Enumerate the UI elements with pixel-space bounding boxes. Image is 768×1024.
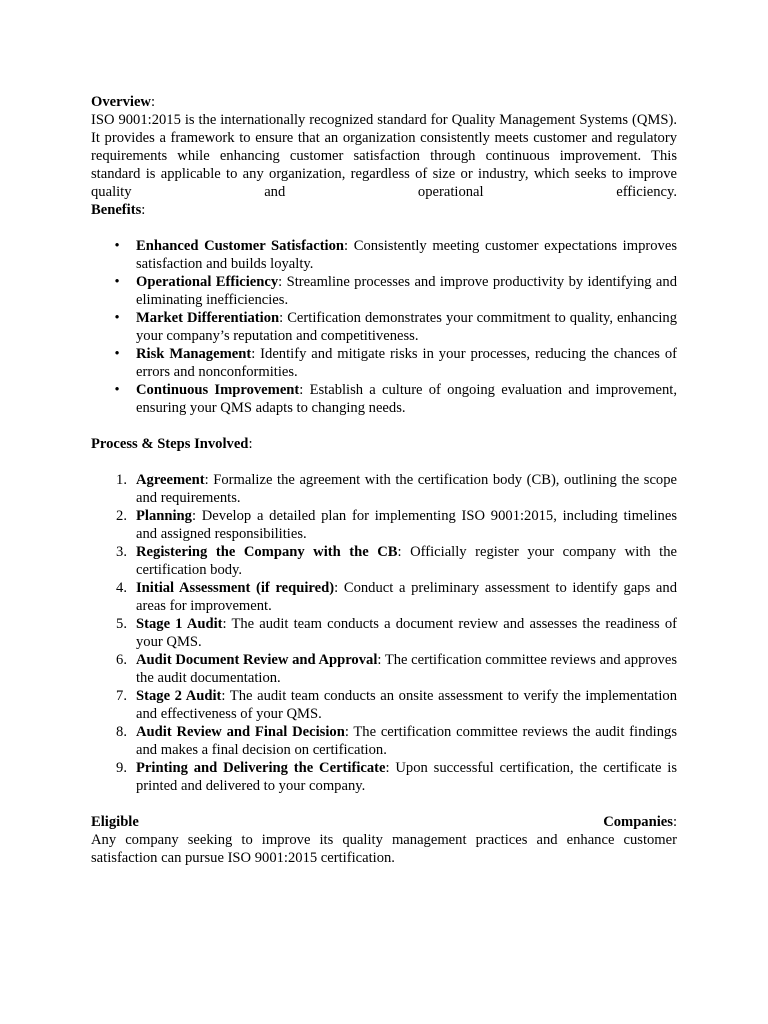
eligible-heading-colon: : bbox=[672, 814, 677, 830]
step-text: : Formalize the agreement with the certification body (CB), outlining the scope and requirements. bbox=[136, 472, 677, 506]
overview-heading-line bbox=[91, 93, 677, 111]
process-step bbox=[91, 687, 677, 723]
step-title: Audit Review and Final Decision bbox=[136, 724, 345, 740]
overview-heading-colon: : bbox=[150, 94, 156, 110]
benefits-list bbox=[91, 237, 677, 417]
benefit-text: : Certification demonstrates your commitment to quality, enhancing your company’s reputation and competitiveness. bbox=[136, 310, 677, 344]
process-step bbox=[91, 615, 677, 651]
bullet-marker: • bbox=[114, 382, 120, 398]
benefit-text: : Establish a culture of ongoing evaluation and improvement, ensuring your QMS adapts to changing needs. bbox=[136, 382, 677, 416]
bullet-marker: • bbox=[114, 274, 120, 290]
process-step bbox=[91, 543, 677, 579]
benefit-item bbox=[91, 273, 677, 309]
benefit-title: Enhanced Customer Satisfaction bbox=[136, 238, 345, 254]
benefit-item bbox=[91, 237, 677, 273]
step-title: Audit Document Review and Approval bbox=[136, 652, 378, 668]
step-text: : Develop a detailed plan for implementing ISO 9001:2015, including timelines and assigned responsibilities. bbox=[136, 508, 677, 542]
step-number: 9. bbox=[116, 760, 127, 776]
step-number: 4. bbox=[116, 580, 127, 596]
step-text: : Conduct a preliminary assessment to identify gaps and areas for improvement. bbox=[136, 580, 677, 614]
eligible-heading-word2: Companies bbox=[603, 814, 673, 830]
benefit-item bbox=[91, 309, 677, 345]
process-heading-colon: : bbox=[248, 436, 253, 452]
step-number: 1. bbox=[116, 472, 127, 488]
process-heading-line bbox=[91, 435, 677, 453]
eligible-paragraph: Any company seeking to improve its quality management practices and enhance customer satisfaction can pursue ISO 9001:2015 certification. bbox=[91, 832, 677, 866]
step-number: 6. bbox=[116, 652, 127, 668]
step-text: : The audit team conducts a document review and assesses the readiness of your QMS. bbox=[136, 616, 677, 650]
document-page bbox=[91, 93, 677, 867]
step-title: Stage 1 Audit bbox=[136, 616, 223, 632]
step-title: Initial Assessment (if required) bbox=[136, 580, 335, 596]
step-text: : Upon successful certification, the certificate is printed and delivered to your company. bbox=[136, 760, 678, 794]
step-number: 8. bbox=[116, 724, 127, 740]
benefits-heading-line bbox=[91, 201, 677, 219]
step-title: Registering the Company with the CB bbox=[136, 544, 398, 560]
process-step bbox=[91, 759, 677, 795]
step-title: Planning bbox=[136, 508, 192, 524]
step-title: Printing and Delivering the Certificate bbox=[136, 760, 386, 776]
benefit-text: : Identify and mitigate risks in your processes, reducing the chances of errors and nonconformities. bbox=[136, 346, 677, 380]
process-step bbox=[91, 651, 677, 687]
step-title: Stage 2 Audit bbox=[136, 688, 222, 704]
eligible-heading-line bbox=[91, 813, 677, 831]
overview-heading: Overview bbox=[91, 94, 151, 110]
process-step bbox=[91, 507, 677, 543]
bullet-marker: • bbox=[114, 310, 120, 326]
bullet-marker: • bbox=[114, 346, 120, 362]
process-step bbox=[91, 579, 677, 615]
eligible-heading-word1: Eligible bbox=[91, 814, 139, 830]
benefits-heading: Benefits bbox=[91, 202, 142, 218]
bullet-marker: • bbox=[114, 238, 120, 254]
step-number: 5. bbox=[116, 616, 127, 632]
step-text: : The audit team conducts an onsite assessment to verify the implementation and effectiveness of your QMS. bbox=[136, 688, 677, 722]
overview-paragraph: ISO 9001:2015 is the internationally recognized standard for Quality Management Systems (QMS). It provides a framework to ensure that an organization consistently meets customer and regulatory requirements while enhancing customer satisfaction through continuous improvement. This standard is applicable to any organization, regardless of size or industry, which seeks to improve quality and operational efficiency. bbox=[91, 112, 677, 200]
step-number: 2. bbox=[116, 508, 127, 524]
step-title: Agreement bbox=[136, 472, 205, 488]
benefit-title: Operational Efficiency bbox=[136, 274, 279, 290]
process-steps-list bbox=[91, 471, 677, 795]
benefit-item bbox=[91, 345, 677, 381]
step-text: : The certification committee reviews the audit findings and makes a final decision on certification. bbox=[136, 724, 677, 758]
benefit-title: Market Differentiation bbox=[136, 310, 280, 326]
step-text: : Officially register your company with the certification body. bbox=[136, 544, 677, 578]
process-step bbox=[91, 723, 677, 759]
benefits-heading-colon: : bbox=[141, 202, 146, 218]
benefit-item bbox=[91, 381, 677, 417]
benefit-title: Continuous Improvement bbox=[136, 382, 300, 398]
step-number: 3. bbox=[116, 544, 127, 560]
step-text: : The certification committee reviews and approves the audit documentation. bbox=[136, 652, 677, 686]
benefit-text: : Consistently meeting customer expectations improves satisfaction and builds loyalty. bbox=[136, 238, 677, 272]
benefit-text: : Streamline processes and improve productivity by identifying and eliminating inefficiencies. bbox=[136, 274, 677, 308]
process-step bbox=[91, 471, 677, 507]
process-heading: Process & Steps Involved bbox=[91, 436, 249, 452]
benefit-title: Risk Management bbox=[136, 346, 252, 362]
step-number: 7. bbox=[116, 688, 127, 704]
